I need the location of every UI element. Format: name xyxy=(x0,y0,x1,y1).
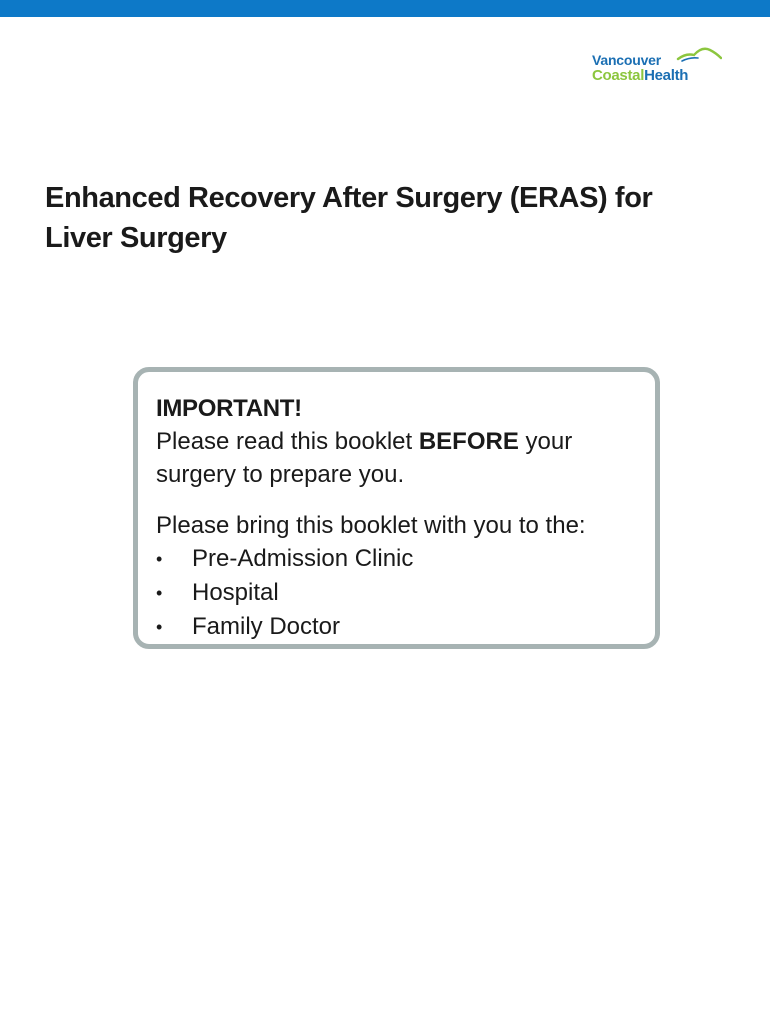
logo-text-vancouver: Vancouver xyxy=(592,52,662,68)
notice-text-before: Please read this booklet xyxy=(156,428,419,455)
notice-text-after: your surgery to prepare you. xyxy=(156,428,573,488)
mountain-logo-icon xyxy=(676,46,722,64)
list-item-text: Family Doctor xyxy=(192,613,341,640)
vch-logo xyxy=(592,46,728,86)
notice-read-before-text xyxy=(156,425,637,491)
bullet-icon: • xyxy=(156,617,163,637)
notice-bring-booklet-text: Please bring this booklet with you to the: xyxy=(156,512,586,539)
logo-text-coastal-health xyxy=(592,68,688,83)
list-item-text: Hospital xyxy=(192,579,279,606)
list-item xyxy=(156,576,637,610)
document-title: Enhanced Recovery After Surgery (ERAS) for Liver Surgery xyxy=(45,182,653,254)
bullet-icon: • xyxy=(156,583,163,603)
notice-heading: IMPORTANT! xyxy=(156,395,302,422)
list-item xyxy=(156,610,637,644)
bullet-icon: • xyxy=(156,549,163,569)
top-banner-bar xyxy=(0,0,770,17)
important-notice-box xyxy=(133,367,660,649)
bring-booklet-list xyxy=(156,542,637,644)
list-item-text: Pre-Admission Clinic xyxy=(192,545,414,572)
logo-text-coastal: Coastal xyxy=(592,67,645,84)
notice-text-emphasis: BEFORE xyxy=(418,428,519,455)
list-item xyxy=(156,542,637,576)
logo-text-health: Health xyxy=(644,67,689,84)
